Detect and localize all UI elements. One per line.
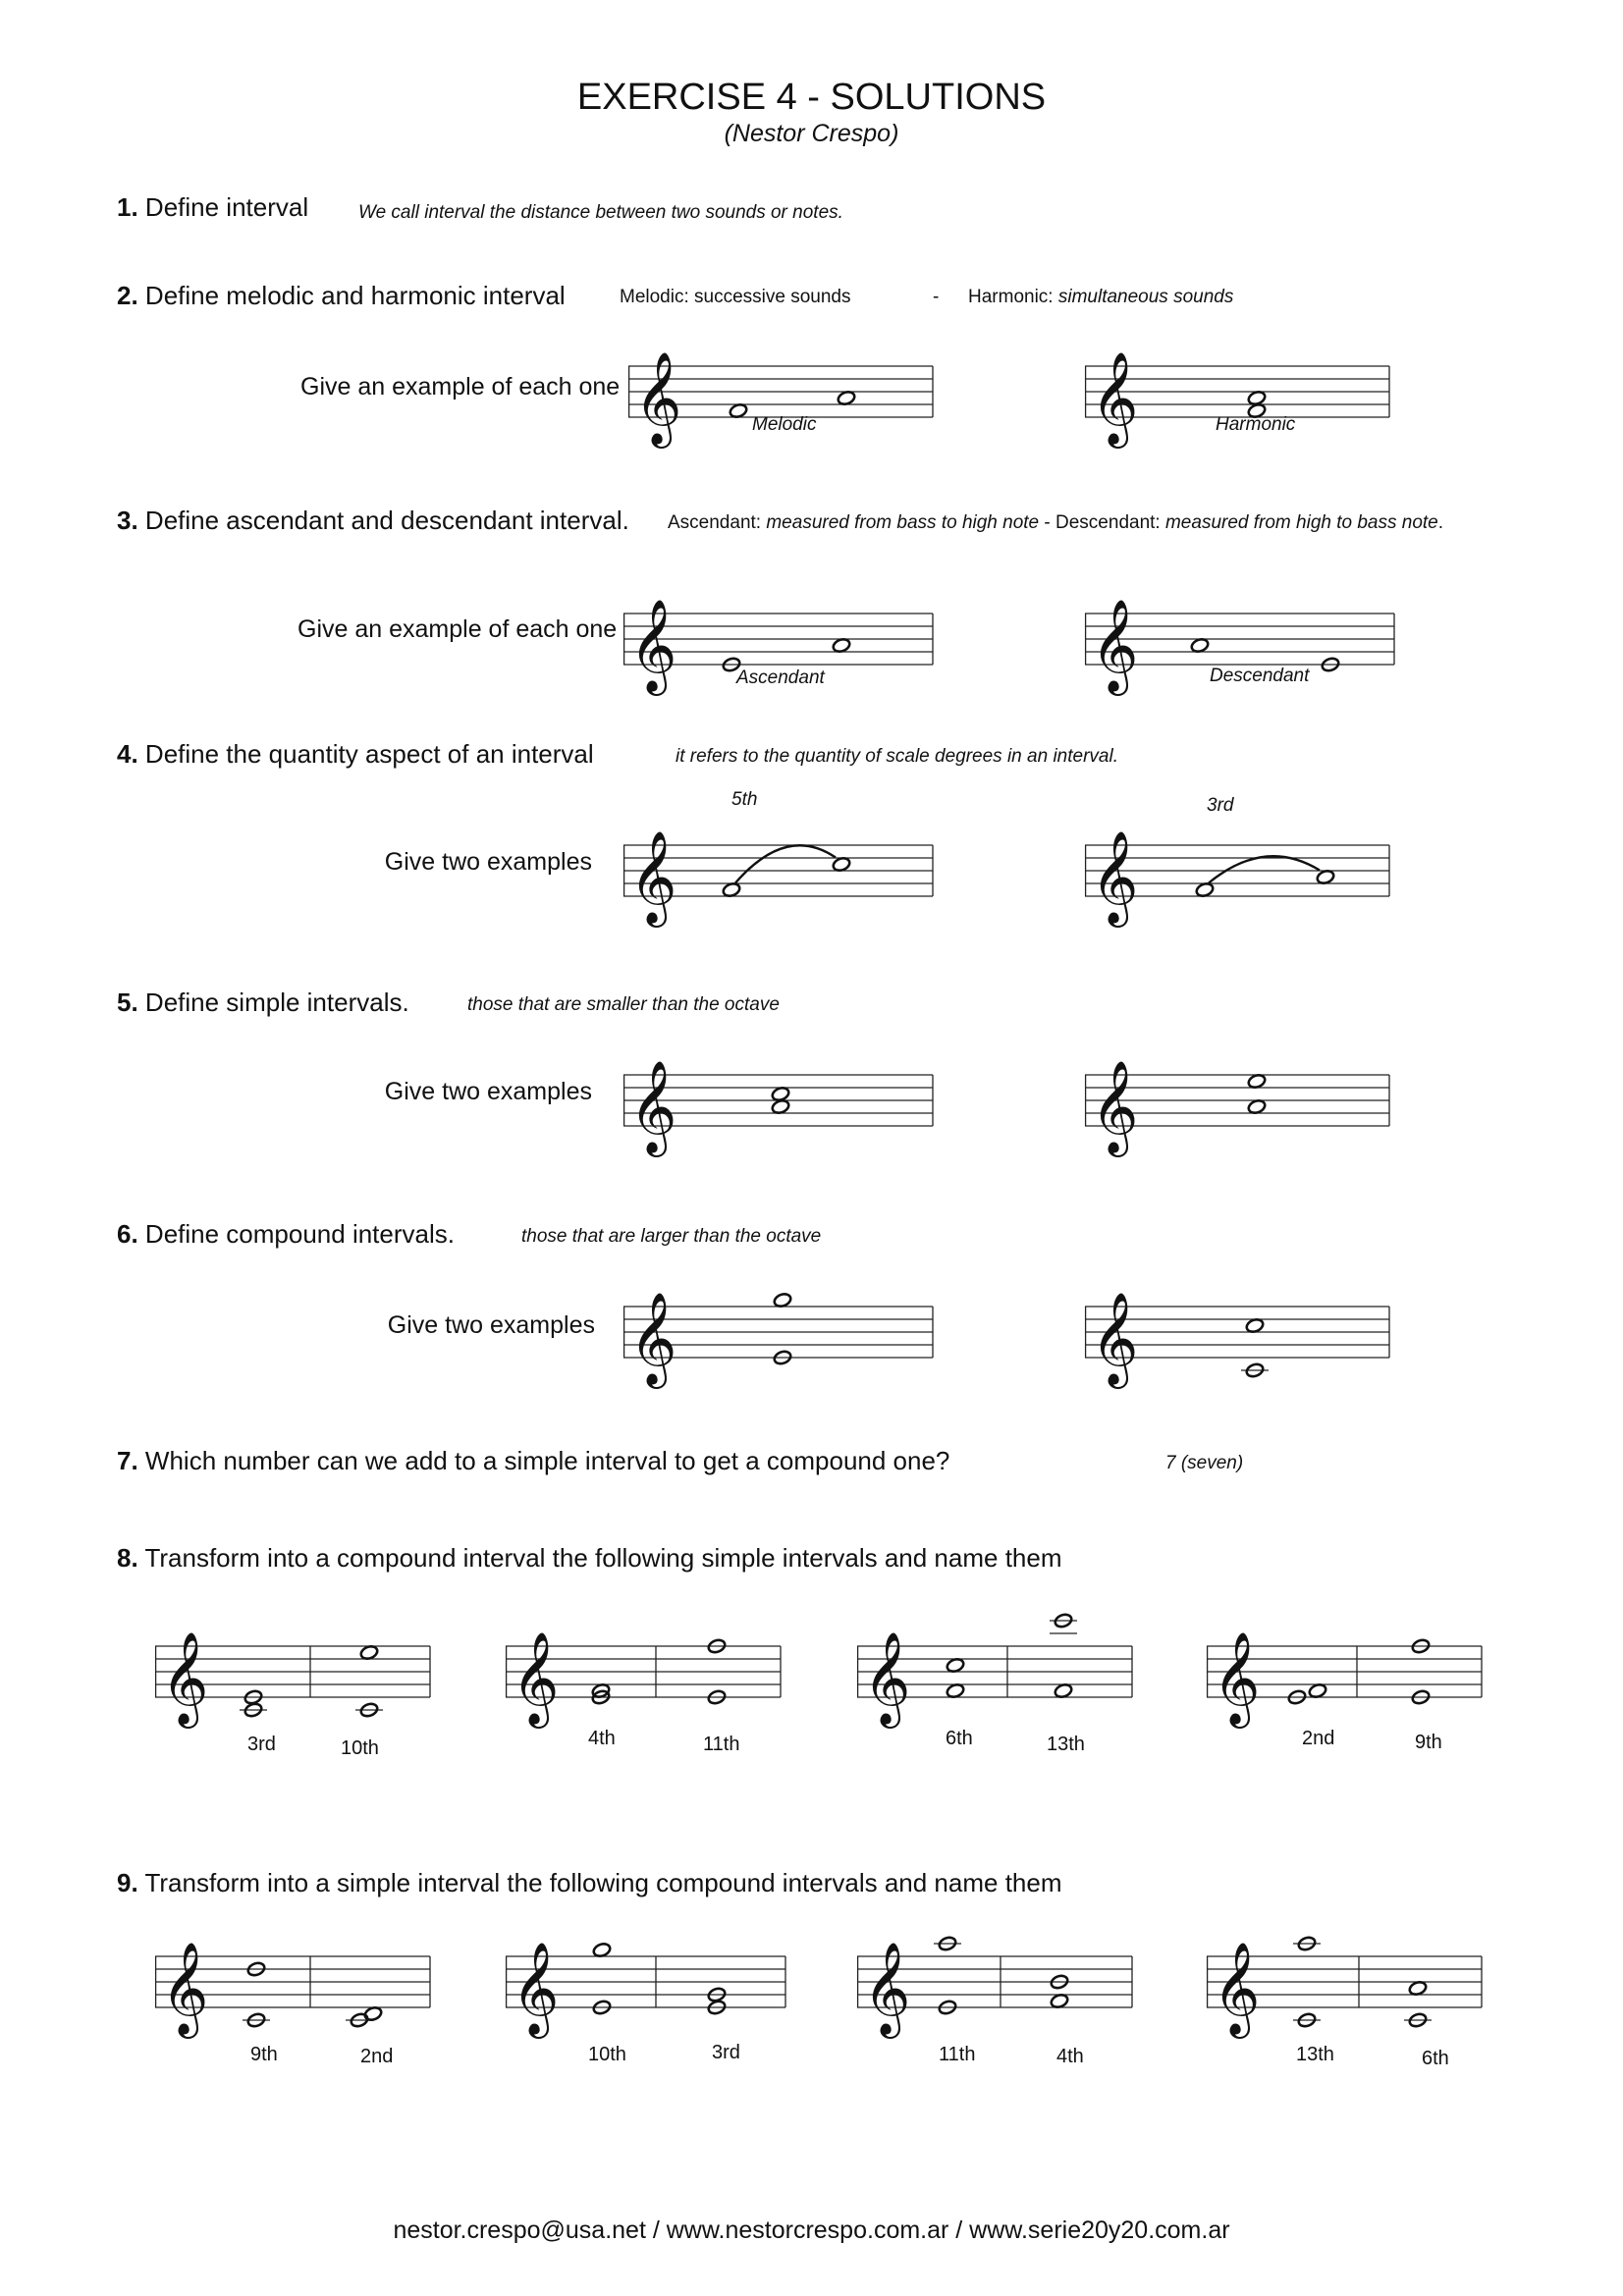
answer-2-melodic: Melodic: successive sounds [620, 287, 851, 307]
author: (Nestor Crespo) [724, 120, 899, 147]
page-title: EXERCISE 4 - SOLUTIONS [576, 77, 1047, 118]
treble-clef-icon: 𝄞 [161, 1942, 209, 2035]
treble-clef-icon: 𝄞 [512, 1631, 560, 1725]
staff-9d [1207, 1922, 1491, 2035]
example-label: Ascendant [736, 667, 825, 688]
interval-name: 13th [1047, 1734, 1085, 1755]
interval-name: 10th [588, 2044, 626, 2065]
interval-label: 3rd [1207, 795, 1234, 816]
prompt-3: Give an example of each one [298, 615, 618, 643]
staff-8c [857, 1612, 1142, 1725]
prompt-5: Give two examples [384, 1078, 592, 1105]
question-number: 9. [117, 1868, 138, 1897]
treble-clef-icon: 𝄞 [629, 830, 677, 924]
staff-4a [623, 811, 938, 924]
question-number: 6. [117, 1219, 138, 1249]
question-3 [117, 506, 629, 536]
question-9 [117, 1868, 1062, 1898]
answer-4: it refers to the quantity of scale degrees in an interval. [676, 746, 1118, 767]
interval-name: 9th [1415, 1732, 1442, 1753]
question-number: 4. [117, 739, 138, 769]
interval-name: 4th [588, 1728, 616, 1749]
interval-name: 10th [341, 1737, 379, 1759]
question-text: Define interval [144, 192, 309, 222]
staff-5a [623, 1041, 938, 1153]
treble-clef-icon: 𝄞 [1213, 1942, 1261, 2035]
interval-name: 6th [946, 1728, 973, 1749]
interval-name: 9th [250, 2044, 278, 2065]
example-label: Melodic [752, 414, 817, 435]
interval-name: 6th [1422, 2048, 1449, 2069]
interval-name: 11th [939, 2044, 976, 2065]
interval-name: 3rd [712, 2042, 740, 2063]
treble-clef-icon: 𝄞 [1213, 1631, 1261, 1725]
question-text: Define melodic and harmonic interval [144, 281, 566, 310]
question-text: Which number can we add to a simple interval to get a compound one? [144, 1446, 950, 1475]
answer-6: those that are larger than the octave [521, 1226, 822, 1247]
treble-clef-icon: 𝄞 [512, 1942, 560, 2035]
question-text: Define simple intervals. [144, 988, 409, 1017]
staff-9c [857, 1922, 1142, 2035]
interval-name: 2nd [1302, 1728, 1335, 1749]
example-label: Descendant [1210, 666, 1310, 686]
example-label: Harmonic [1216, 414, 1296, 435]
treble-clef-icon: 𝄞 [629, 1060, 677, 1153]
treble-clef-icon: 𝄞 [161, 1631, 209, 1725]
question-8 [117, 1543, 1062, 1574]
answer-2-sep: - [933, 287, 940, 307]
question-number: 2. [117, 281, 138, 310]
question-text: Define compound intervals. [144, 1219, 455, 1249]
answer-2-harmonic: Harmonic: simultaneous sounds [968, 287, 1234, 307]
staff-9a [155, 1922, 440, 2035]
question-text: Define the quantity aspect of an interval [144, 739, 594, 769]
prompt-2: Give an example of each one [300, 373, 621, 400]
staff-5b [1085, 1041, 1399, 1153]
treble-clef-icon: 𝄞 [863, 1631, 911, 1725]
question-6 [117, 1219, 455, 1250]
slur-icon [1209, 856, 1320, 882]
question-number: 8. [117, 1543, 138, 1573]
staff-6a [623, 1272, 938, 1385]
staff-9b [506, 1922, 790, 2035]
question-number: 7. [117, 1446, 138, 1475]
staff-4b [1085, 811, 1399, 924]
slur-icon [735, 845, 836, 882]
answer-7: 7 (seven) [1165, 1453, 1244, 1473]
question-number: 5. [117, 988, 138, 1017]
question-1 [117, 192, 308, 223]
staff-8d [1207, 1612, 1491, 1725]
interval-name: 3rd [247, 1734, 276, 1755]
prompt-6: Give two examples [387, 1311, 595, 1339]
question-text: Transform into a simple interval the following compound intervals and name them [144, 1868, 1062, 1897]
prompt-4: Give two examples [384, 848, 592, 876]
treble-clef-icon: 𝄞 [629, 599, 677, 692]
interval-name: 4th [1056, 2046, 1084, 2067]
question-5 [117, 988, 409, 1018]
answer-1: We call interval the distance between two sounds or notes. [358, 202, 843, 223]
footer-contacts: nestor.crespo@usa.net / www.nestorcrespo.com.ar / www.serie20y20.com.ar [393, 2216, 1230, 2244]
question-text: Define ascendant and descendant interval. [144, 506, 629, 535]
answer-5: those that are smaller than the octave [467, 994, 780, 1015]
interval-label: 5th [731, 789, 758, 810]
answer-3: Ascendant: measured from bass to high note - Descendant: measured from high to bass note. [668, 512, 1444, 533]
staff-6b [1085, 1272, 1399, 1385]
treble-clef-icon: 𝄞 [629, 1292, 677, 1385]
interval-name: 13th [1296, 2044, 1334, 2065]
treble-clef-icon: 𝄞 [1091, 1292, 1139, 1385]
treble-clef-icon: 𝄞 [1091, 599, 1139, 692]
staff-8b [506, 1612, 790, 1725]
question-7 [117, 1446, 949, 1476]
question-4 [117, 739, 594, 770]
question-text: Transform into a compound interval the following simple intervals and name them [144, 1543, 1062, 1573]
interval-name: 11th [703, 1734, 740, 1755]
treble-clef-icon: 𝄞 [1091, 351, 1139, 445]
treble-clef-icon: 𝄞 [1091, 830, 1139, 924]
question-number: 1. [117, 192, 138, 222]
question-number: 3. [117, 506, 138, 535]
treble-clef-icon: 𝄞 [863, 1942, 911, 2035]
treble-clef-icon: 𝄞 [1091, 1060, 1139, 1153]
treble-clef-icon: 𝄞 [634, 351, 682, 445]
interval-name: 2nd [360, 2046, 394, 2067]
question-2 [117, 281, 566, 311]
staff-8a [155, 1612, 440, 1725]
